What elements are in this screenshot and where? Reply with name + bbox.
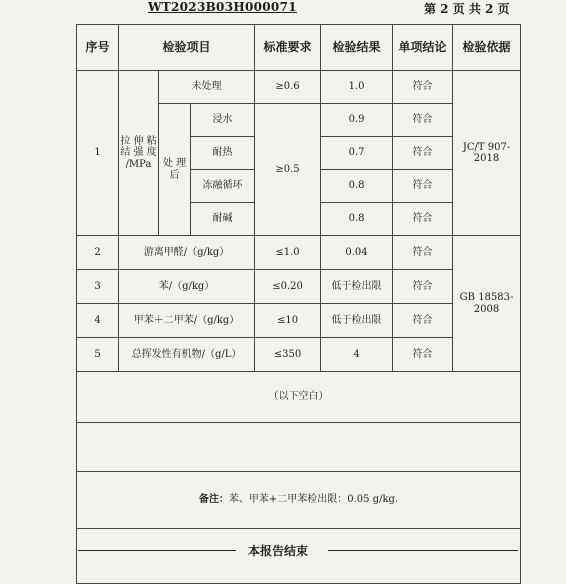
conclusion-cell: 符合 xyxy=(393,270,453,304)
result-cell: 1.0 xyxy=(321,71,393,104)
col-header-result: 检验结果 xyxy=(321,25,393,71)
row-no: 3 xyxy=(77,270,119,304)
report-code: WT2023B03H000071 xyxy=(148,0,297,14)
blank-note: （以下空白） xyxy=(77,372,521,423)
page-info: 第 2 页 共 2 页 xyxy=(424,2,510,16)
conclusion-cell: 符合 xyxy=(393,304,453,338)
table-row xyxy=(77,71,521,104)
row-no: 2 xyxy=(77,236,119,270)
requirement-cell: ≤10 xyxy=(255,304,321,338)
conclusion-cell: 符合 xyxy=(393,170,453,203)
result-cell: 0.8 xyxy=(321,203,393,236)
requirement-cell: ≤0.20 xyxy=(255,270,321,304)
report-end-marker xyxy=(78,542,518,558)
item-cell: 游离甲醛/（g/kg） xyxy=(119,236,255,270)
result-cell: 0.04 xyxy=(321,236,393,270)
item-cell: 甲苯＋二甲苯/（g/kg） xyxy=(119,304,255,338)
result-cell: 0.8 xyxy=(321,170,393,203)
sub-item: 耐热 xyxy=(191,137,255,170)
basis-cell: GB 18583-2008 xyxy=(453,236,521,372)
end-divider-right xyxy=(328,550,518,551)
treated-label: 处 理 后 xyxy=(159,104,191,236)
end-divider-left xyxy=(78,550,236,551)
result-cell: 低于检出限 xyxy=(321,304,393,338)
blank-note-row xyxy=(77,372,521,423)
result-cell: 低于检出限 xyxy=(321,270,393,304)
remark-row xyxy=(77,472,521,529)
row-no: 4 xyxy=(77,304,119,338)
remark-cell xyxy=(77,472,521,529)
basis-cell: JC/T 907-2018 xyxy=(453,71,521,236)
remark-label: 备注： xyxy=(198,494,229,506)
requirement-cell: ≤350 xyxy=(255,338,321,372)
table-row xyxy=(77,236,521,270)
blank-area xyxy=(77,423,521,472)
group-label: 拉 伸 粘 结 强 度 /MPa xyxy=(119,71,159,236)
sub-item: 浸水 xyxy=(191,104,255,137)
test-results-table xyxy=(76,24,521,584)
result-cell: 0.9 xyxy=(321,104,393,137)
col-header-basis: 检验依据 xyxy=(453,25,521,71)
conclusion-cell: 符合 xyxy=(393,203,453,236)
col-header-no: 序号 xyxy=(77,25,119,71)
col-header-requirement: 标准要求 xyxy=(255,25,321,71)
requirement-cell: ≤1.0 xyxy=(255,236,321,270)
sub-item-untreated: 未处理 xyxy=(159,71,255,104)
item-cell: 苯/（g/kg） xyxy=(119,270,255,304)
requirement-cell: ≥0.5 xyxy=(255,104,321,236)
sub-item: 耐碱 xyxy=(191,203,255,236)
requirement-cell: ≥0.6 xyxy=(255,71,321,104)
conclusion-cell: 符合 xyxy=(393,104,453,137)
result-cell: 4 xyxy=(321,338,393,372)
conclusion-cell: 符合 xyxy=(393,137,453,170)
row-no: 5 xyxy=(77,338,119,372)
col-header-item: 检验项目 xyxy=(119,25,255,71)
blank-area-row xyxy=(77,423,521,472)
result-cell: 0.7 xyxy=(321,137,393,170)
row-no: 1 xyxy=(77,71,119,236)
conclusion-cell: 符合 xyxy=(393,338,453,372)
report-end-text: 本报告结束 xyxy=(248,544,309,558)
item-cell: 总挥发性有机物/（g/L） xyxy=(119,338,255,372)
remark-text: 苯、甲苯+二甲苯检出限：0.05 g/kg. xyxy=(228,494,399,506)
conclusion-cell: 符合 xyxy=(393,71,453,104)
col-header-conclusion: 单项结论 xyxy=(393,25,453,71)
sub-item: 冻融循环 xyxy=(191,170,255,203)
conclusion-cell: 符合 xyxy=(393,236,453,270)
header-row xyxy=(77,25,521,71)
